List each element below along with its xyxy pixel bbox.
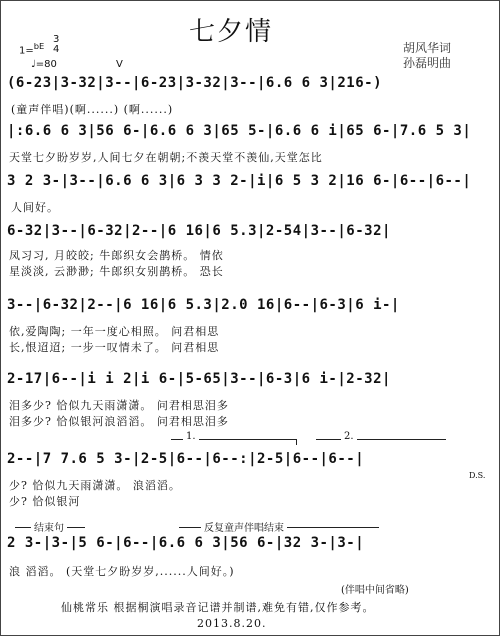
key-signature <box>19 41 44 56</box>
key-note: bE <box>33 41 45 51</box>
lyric-row-1: (童声伴唱)(啊......) (啊......) <box>11 103 174 116</box>
lyric-row-6b: 泪多少? 恰似银河浪滔滔。 问君相思泪多 <box>9 415 229 428</box>
composer-credit: 孙磊明曲 <box>403 56 452 70</box>
time-bottom: 4 <box>53 44 60 55</box>
lyric-row-6a: 泪多少? 恰似九天雨潇潇。 问君相思泪多 <box>9 399 229 412</box>
volta-2-bracket <box>316 439 446 440</box>
notation-row-1: (6-23|3-32|3--|6-23|3-32|3--|6.6 6 3|216-) <box>7 75 383 91</box>
time-top: 3 <box>53 34 60 45</box>
notation-row-8: 2 3-|3-|5 6-|6--|6.6 6 3|56 6-|32 3-|3-| <box>7 535 365 551</box>
lyric-row-3: 人间好。 <box>11 201 59 214</box>
key-label: 1= <box>19 45 34 57</box>
reprise-label: 反复童声伴唱结束 <box>201 519 287 534</box>
notation-row-4: 6-32|3--|6-32|2--|6 16|6 5.3|2-54|3--|6-32| <box>7 223 391 239</box>
notation-row-5: 3--|6-32|2--|6 16|6 5.3|2.0 16|6--|6-3|6 i-| <box>7 297 400 313</box>
lyricist-credit: 胡风华词 <box>403 41 452 55</box>
lyric-row-7a: 少? 恰似九天雨潇潇。 浪滔滔。 <box>9 479 181 492</box>
lyric-row-5b: 长,恨迢迢; 一步一叹情未了。 问君相思 <box>9 341 220 354</box>
tempo-mark: ♩=80 <box>31 59 57 70</box>
volta-1-end-tick <box>296 439 297 445</box>
volta-1-label: 1. <box>183 431 199 442</box>
lyric-row-4a: 凤习习, 月皎皎; 牛郎织女会鹊桥。 情依 <box>9 249 224 262</box>
transcription-date: 2013.8.20. <box>197 617 267 630</box>
coda-label: 结束句 <box>31 519 67 534</box>
notation-row-3: 3 2 3-|3--|6.6 6 3|6 3 3 2-|i|6 5 3 2|16 6-|6--|6--| <box>7 173 472 189</box>
lyric-row-8: 浪 滔滔。 (天堂七夕盼岁岁,......人间好。) <box>9 565 235 578</box>
accompaniment-note: (伴唱中间省略) <box>341 585 409 596</box>
time-signature <box>53 35 59 55</box>
lyric-row-7b: 少? 恰似银河 <box>9 495 81 508</box>
lyric-row-2: 天堂七夕盼岁岁,人间七夕在朝朝;不羡天堂不羡仙,天堂怎比 <box>9 151 323 164</box>
notation-row-7: 2--|7 7.6 5 3-|2-5|6--|6--:|2-5|6--|6--| <box>7 451 365 467</box>
notation-row-6: 2-17|6--|i i 2|i 6-|5-65|3--|6-3|6 i-|2-32| <box>7 371 391 387</box>
volta-2-label: 2. <box>341 431 357 442</box>
notation-row-2: |:6.6 6 3|56 6-|6.6 6 3|65 5-|6.6 6 i|65 6-|7.6 5 3| <box>7 123 472 139</box>
transcription-credit: 仙桃常乐 根据桐演唱录音记谱并制谱,难免有错,仅作参考。 <box>61 601 375 614</box>
ds-mark: D.S. <box>469 471 486 480</box>
lyric-row-4b: 星淡淡, 云渺渺; 牛郎织女别鹊桥。 恐长 <box>9 265 224 278</box>
lyric-row-5a: 依,爱陶陶; 一年一度心相照。 问君相思 <box>9 325 220 338</box>
breath-mark: V <box>116 59 123 70</box>
song-title: 七夕情 <box>189 17 274 47</box>
